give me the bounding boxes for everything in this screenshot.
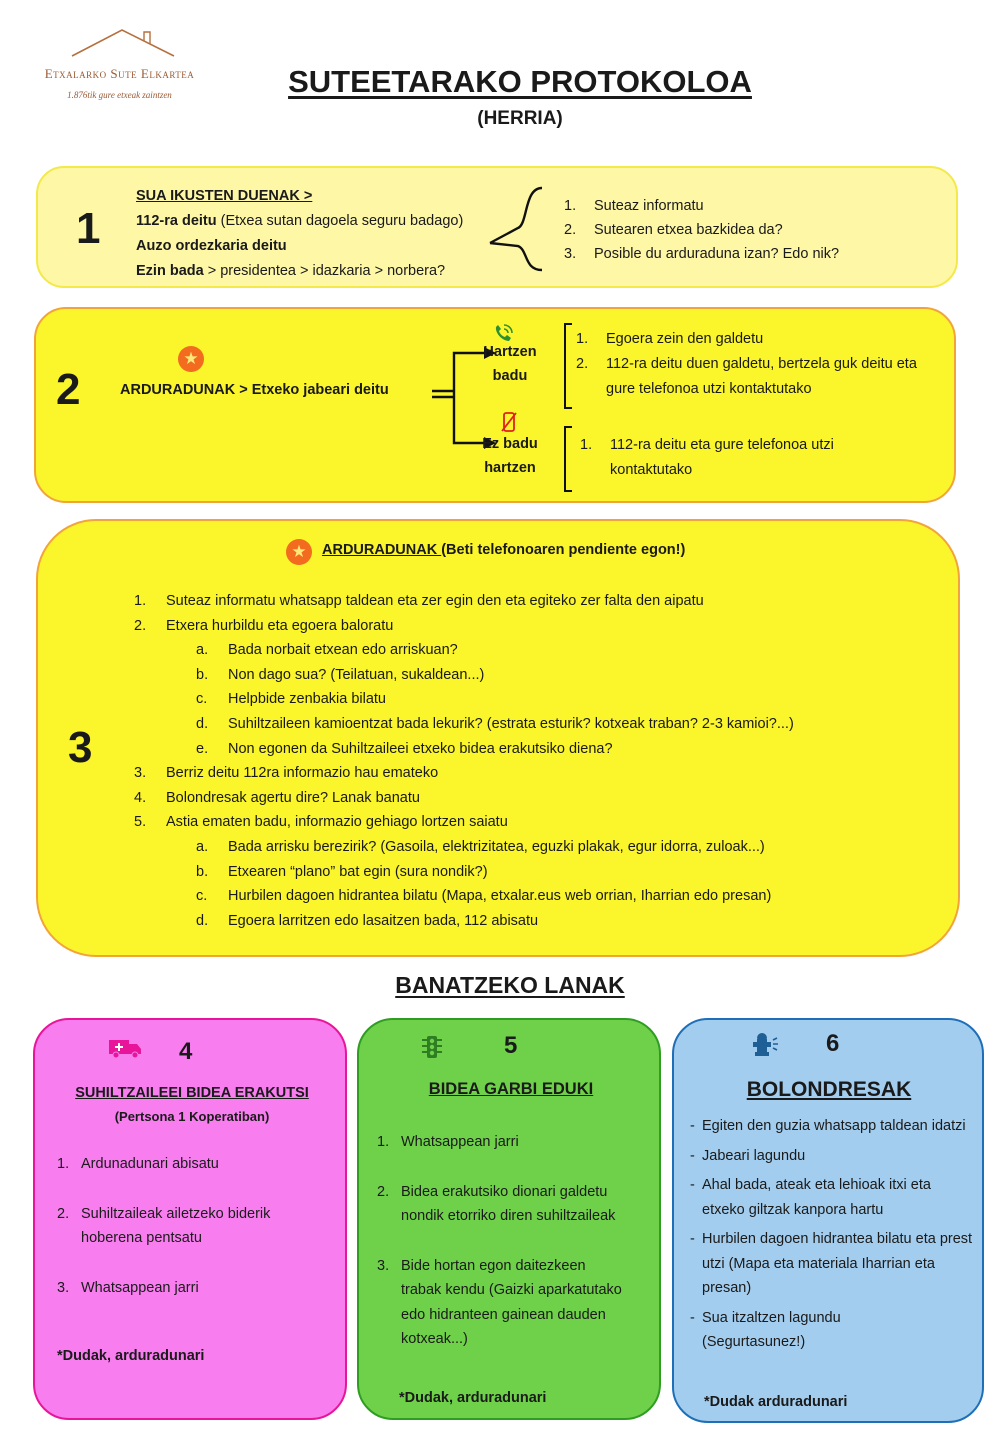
curly-brace — [484, 186, 544, 272]
list-item: 4. Bolondresak agertu dire? Lanak banatu — [134, 789, 420, 806]
step-3-heading-note: (Beti telefonoaren pendiente egon!) — [441, 542, 686, 558]
ambulance-icon — [107, 1036, 143, 1060]
list-item: - Ahal bada, ateak eta lehioak itxi eta etxeko giltzak kanpora hartu — [690, 1177, 931, 1218]
card-note: *Dudak, arduradunari — [399, 1390, 547, 1406]
card-title: SUHILTZAILEEI BIDEA ERAKUTSI — [75, 1085, 309, 1101]
organization-name: Etxalarko Sute Elkartea — [44, 66, 195, 81]
step-3-list — [134, 589, 794, 933]
answers-list — [576, 327, 948, 402]
no-answer-list — [580, 433, 920, 483]
list-item: - Hurbilen dagoen hidrantea bilatu eta prest utzi (Mapa eta materiala Iharrian eta presan) — [690, 1231, 973, 1296]
no-answer-label: Ez badu hartzen — [482, 436, 538, 476]
list-item: 1. Whatsappean jarri — [377, 1134, 519, 1150]
list-item: 1. Suteaz informatu — [564, 198, 704, 214]
list-item: - Egiten den guzia whatsapp taldean idatzi — [690, 1118, 966, 1134]
answers-label: Hartzen badu — [483, 344, 537, 384]
card-note: *Dudak, arduradunari — [57, 1348, 205, 1364]
step-number: 2 — [56, 365, 81, 414]
sub-item: e. Non egonen da Suhiltzaileei etxeko bidea erakutsiko diena? — [196, 740, 613, 757]
fire-hydrant-icon — [750, 1030, 780, 1058]
sub-item: b. Non dago sua? (Teilatuan, sukaldean...) — [196, 666, 485, 683]
card-4-list — [57, 1152, 327, 1300]
step-1-line-4: > presidentea > idazkaria > norbera? — [203, 263, 446, 279]
list-item: 2. Sutearen etxea bazkidea da? — [564, 222, 783, 238]
step-1-box — [36, 166, 958, 288]
list-item: 1. 112-ra deitu eta gure telefonoa utzi kontaktutako — [580, 437, 834, 478]
list-item: - Sua itzaltzen lagundu (Segurtasunez!) — [690, 1309, 841, 1350]
organization-tagline: 1.876tik gure etxeak zaintzen — [67, 90, 172, 100]
step-1-instructions — [136, 184, 463, 284]
step-3-box — [36, 519, 960, 957]
tasks-title: BANATZEKO LANAK — [395, 972, 625, 998]
step-1-line-3: Auzo ordezkaria deitu — [136, 238, 287, 254]
traffic-light-icon — [419, 1034, 445, 1060]
card-number: 4 — [179, 1038, 193, 1065]
task-card-4 — [33, 1018, 347, 1420]
task-card-5 — [357, 1018, 661, 1420]
page-subtitle: (HERRIA) — [477, 108, 563, 129]
logo — [18, 28, 218, 108]
sub-item: c. Hurbilen dagoen hidrantea bilatu (Mapa, etxalar.eus web orrian, Iharrian edo presan) — [196, 888, 772, 905]
sub-item: c. Helpbide zenbakia bilatu — [196, 691, 386, 708]
card-title: BIDEA GARBI EDUKI — [428, 1080, 594, 1098]
phone-off-icon — [500, 411, 518, 433]
house-roof-icon — [70, 28, 180, 62]
list-item: 1. Ardunadunari abisatu — [57, 1156, 219, 1172]
card-6-list — [690, 1114, 980, 1355]
card-subtitle: (Pertsona 1 Koperatiban) — [114, 1109, 270, 1124]
sub-item: b. Etxearen “plano” bat egin (sura nondik?) — [196, 863, 488, 880]
step-number: 3 — [68, 723, 93, 772]
star-badge-icon: ★ — [286, 539, 312, 565]
sub-item: a. Bada arrisku berezirik? (Gasoila, elektrizitatea, eguzki plakak, egur idorra, zuloak...) — [196, 838, 765, 855]
list-item: - Jabeari lagundu — [690, 1147, 806, 1164]
card-title: BOLONDRESAK — [746, 1078, 912, 1101]
card-number: 6 — [826, 1030, 840, 1057]
step-2-main: ARDURADUNAK > Etxeko jabeari deitu — [120, 382, 389, 398]
list-item: 1. Egoera zein den galdetu — [576, 331, 764, 347]
list-item: 2. Suhiltzaileak ailetzeko biderik hoberena pentsatu — [57, 1205, 271, 1246]
sub-item: d. Suhiltzaileen kamioentzat bada lekurik? (estrata esturik? kotxeak traban? 2-3 kamioi?...) — [196, 715, 794, 732]
step-1-line-1: SUA IKUSTEN DUENAK > — [136, 188, 313, 204]
step-number: 1 — [76, 204, 101, 253]
list-item: 3. Posible du arduraduna izan? Edo nik? — [564, 246, 840, 262]
card-5-list — [377, 1130, 653, 1352]
page-title: SUTEETARAKO PROTOKOLOA — [288, 64, 752, 99]
step-3-heading-main: ARDURADUNAK — [322, 542, 442, 558]
step-3-heading — [322, 542, 685, 558]
list-item: 1. Suteaz informatu whatsapp taldean eta zer egin den eta egiteko zer falta den aipatu — [134, 593, 704, 609]
card-number: 5 — [504, 1032, 518, 1059]
task-card-6 — [672, 1018, 984, 1423]
list-item: 5. Astia ematen badu, informazio gehiago lortzen saiatu — [134, 814, 508, 831]
list-item: 2. Etxera hurbildu eta egoera baloratu — [134, 617, 394, 634]
step-1-list — [564, 194, 839, 266]
sub-item: d. Egoera larritzen edo lasaitzen bada, 112 abisatu — [196, 912, 539, 929]
step-2-box — [34, 307, 956, 503]
list-item: 3. Berriz deitu 112ra informazio hau emateko — [134, 765, 439, 782]
step-1-line-2: (Etxea sutan dagoela seguru badago) — [216, 213, 464, 229]
card-note: *Dudak arduradunari — [704, 1394, 848, 1410]
list-item: 2. Bidea erakutsiko dionari galdetu nondik etorriko diren suhiltzaileak — [377, 1183, 616, 1224]
step-1-line-2-bold: 112-ra deitu — [136, 213, 217, 229]
list-item: 3. Whatsappean jarri — [57, 1279, 199, 1296]
step-1-line-4-bold: Ezin bada — [136, 263, 204, 279]
bracket-top — [560, 322, 574, 410]
list-item: 2. 112-ra deitu duen galdetu, bertzela guk deitu eta gure telefonoa utzi kontaktutako — [576, 356, 917, 397]
star-badge-icon: ★ — [178, 346, 204, 372]
bracket-bottom — [560, 425, 574, 493]
list-item: 3. Bide hortan egon daitezkeen trabak kendu (Gaizki aparkatutako edo hidranteen gainean dauden kotxeak...) — [377, 1257, 622, 1347]
sub-item: a. Bada norbait etxean edo arriskuan? — [196, 642, 458, 659]
